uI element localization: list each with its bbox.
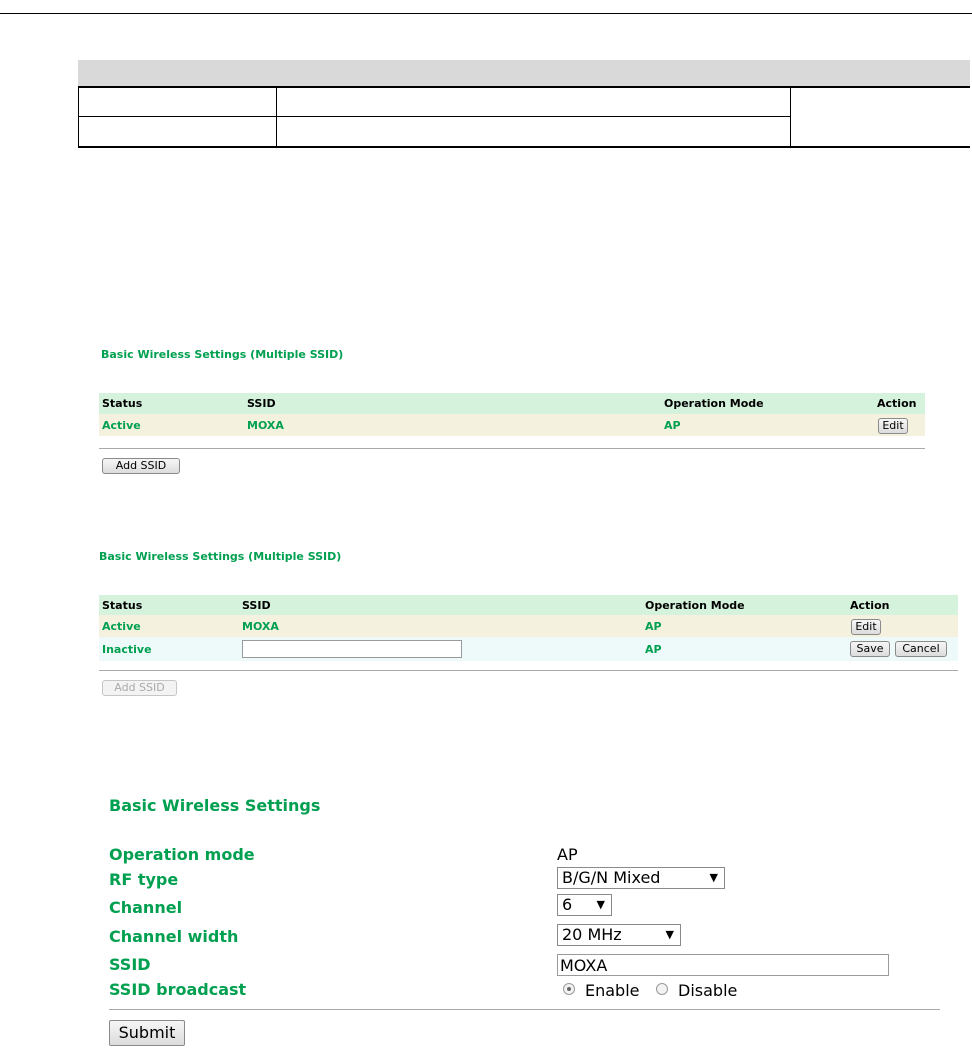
- edit-button[interactable]: Edit: [851, 619, 881, 635]
- ssid-broadcast-label: SSID broadcast: [109, 980, 247, 999]
- broadcast-disable-radio[interactable]: [656, 983, 668, 995]
- table-row: [99, 615, 958, 637]
- edit-button[interactable]: Edit: [878, 418, 908, 434]
- ssid-field[interactable]: [557, 954, 889, 976]
- col-action: Action: [877, 397, 917, 410]
- ssid-input[interactable]: [242, 640, 462, 658]
- channel-width-selected: 20 MHz: [562, 925, 622, 944]
- rf-type-selected: B/G/N Mixed: [562, 868, 661, 887]
- col-status: Status: [102, 599, 143, 612]
- row-status: Inactive: [102, 643, 152, 656]
- channel-label: Channel: [109, 898, 183, 917]
- table-header-row: [99, 393, 925, 414]
- empty-table-header: [78, 60, 970, 88]
- panel2-title: Basic Wireless Settings (Multiple SSID): [99, 550, 342, 563]
- col-ssid: SSID: [242, 599, 271, 612]
- row-status: Active: [102, 419, 141, 432]
- col-status: Status: [102, 397, 143, 410]
- submit-button[interactable]: Submit: [109, 1020, 185, 1046]
- row-status: Active: [102, 620, 141, 633]
- table-row-divider: [78, 116, 791, 117]
- table-left-border: [78, 88, 79, 146]
- empty-table: [78, 60, 970, 145]
- broadcast-enable-label: Enable: [585, 981, 640, 1000]
- col-operation-mode: Operation Mode: [664, 397, 764, 410]
- col-operation-mode: Operation Mode: [645, 599, 745, 612]
- panel2-separator: [99, 670, 958, 671]
- table-header-row: [99, 595, 958, 615]
- rf-type-select[interactable]: [557, 867, 725, 889]
- chevron-down-icon: ▼: [709, 871, 718, 884]
- channel-selected: 6: [562, 895, 573, 914]
- row-operation-mode: AP: [664, 419, 681, 432]
- col-ssid: SSID: [247, 397, 276, 410]
- operation-mode-label: Operation mode: [109, 845, 255, 864]
- row-operation-mode: AP: [645, 620, 662, 633]
- table-row: [99, 637, 958, 661]
- col-action: Action: [850, 599, 890, 612]
- panel1-title: Basic Wireless Settings (Multiple SSID): [101, 348, 344, 361]
- channel-width-select[interactable]: [557, 924, 681, 946]
- form-separator: [109, 1009, 940, 1010]
- chevron-down-icon: ▼: [665, 928, 674, 941]
- save-button[interactable]: Save: [850, 641, 890, 657]
- table-col-divider: [276, 88, 277, 146]
- table-col-divider: [790, 88, 791, 146]
- page-top-rule: [0, 13, 972, 14]
- row-ssid: MOXA: [242, 620, 279, 633]
- add-ssid-button[interactable]: Add SSID: [102, 680, 177, 696]
- row-ssid: MOXA: [247, 419, 284, 432]
- operation-mode-value: AP: [557, 845, 578, 864]
- broadcast-disable-label: Disable: [678, 981, 738, 1000]
- ssid-label: SSID: [109, 955, 151, 974]
- panel1-separator: [99, 448, 925, 449]
- chevron-down-icon: ▼: [596, 898, 605, 911]
- table-row: [99, 414, 925, 436]
- table-bottom-border: [78, 146, 970, 148]
- channel-width-label: Channel width: [109, 927, 239, 946]
- row-operation-mode: AP: [645, 643, 662, 656]
- broadcast-enable-radio[interactable]: [563, 983, 575, 995]
- form-title: Basic Wireless Settings: [109, 796, 321, 815]
- rf-type-label: RF type: [109, 870, 179, 889]
- channel-select[interactable]: [557, 894, 612, 916]
- cancel-button[interactable]: Cancel: [895, 641, 947, 657]
- add-ssid-button[interactable]: Add SSID: [102, 458, 180, 474]
